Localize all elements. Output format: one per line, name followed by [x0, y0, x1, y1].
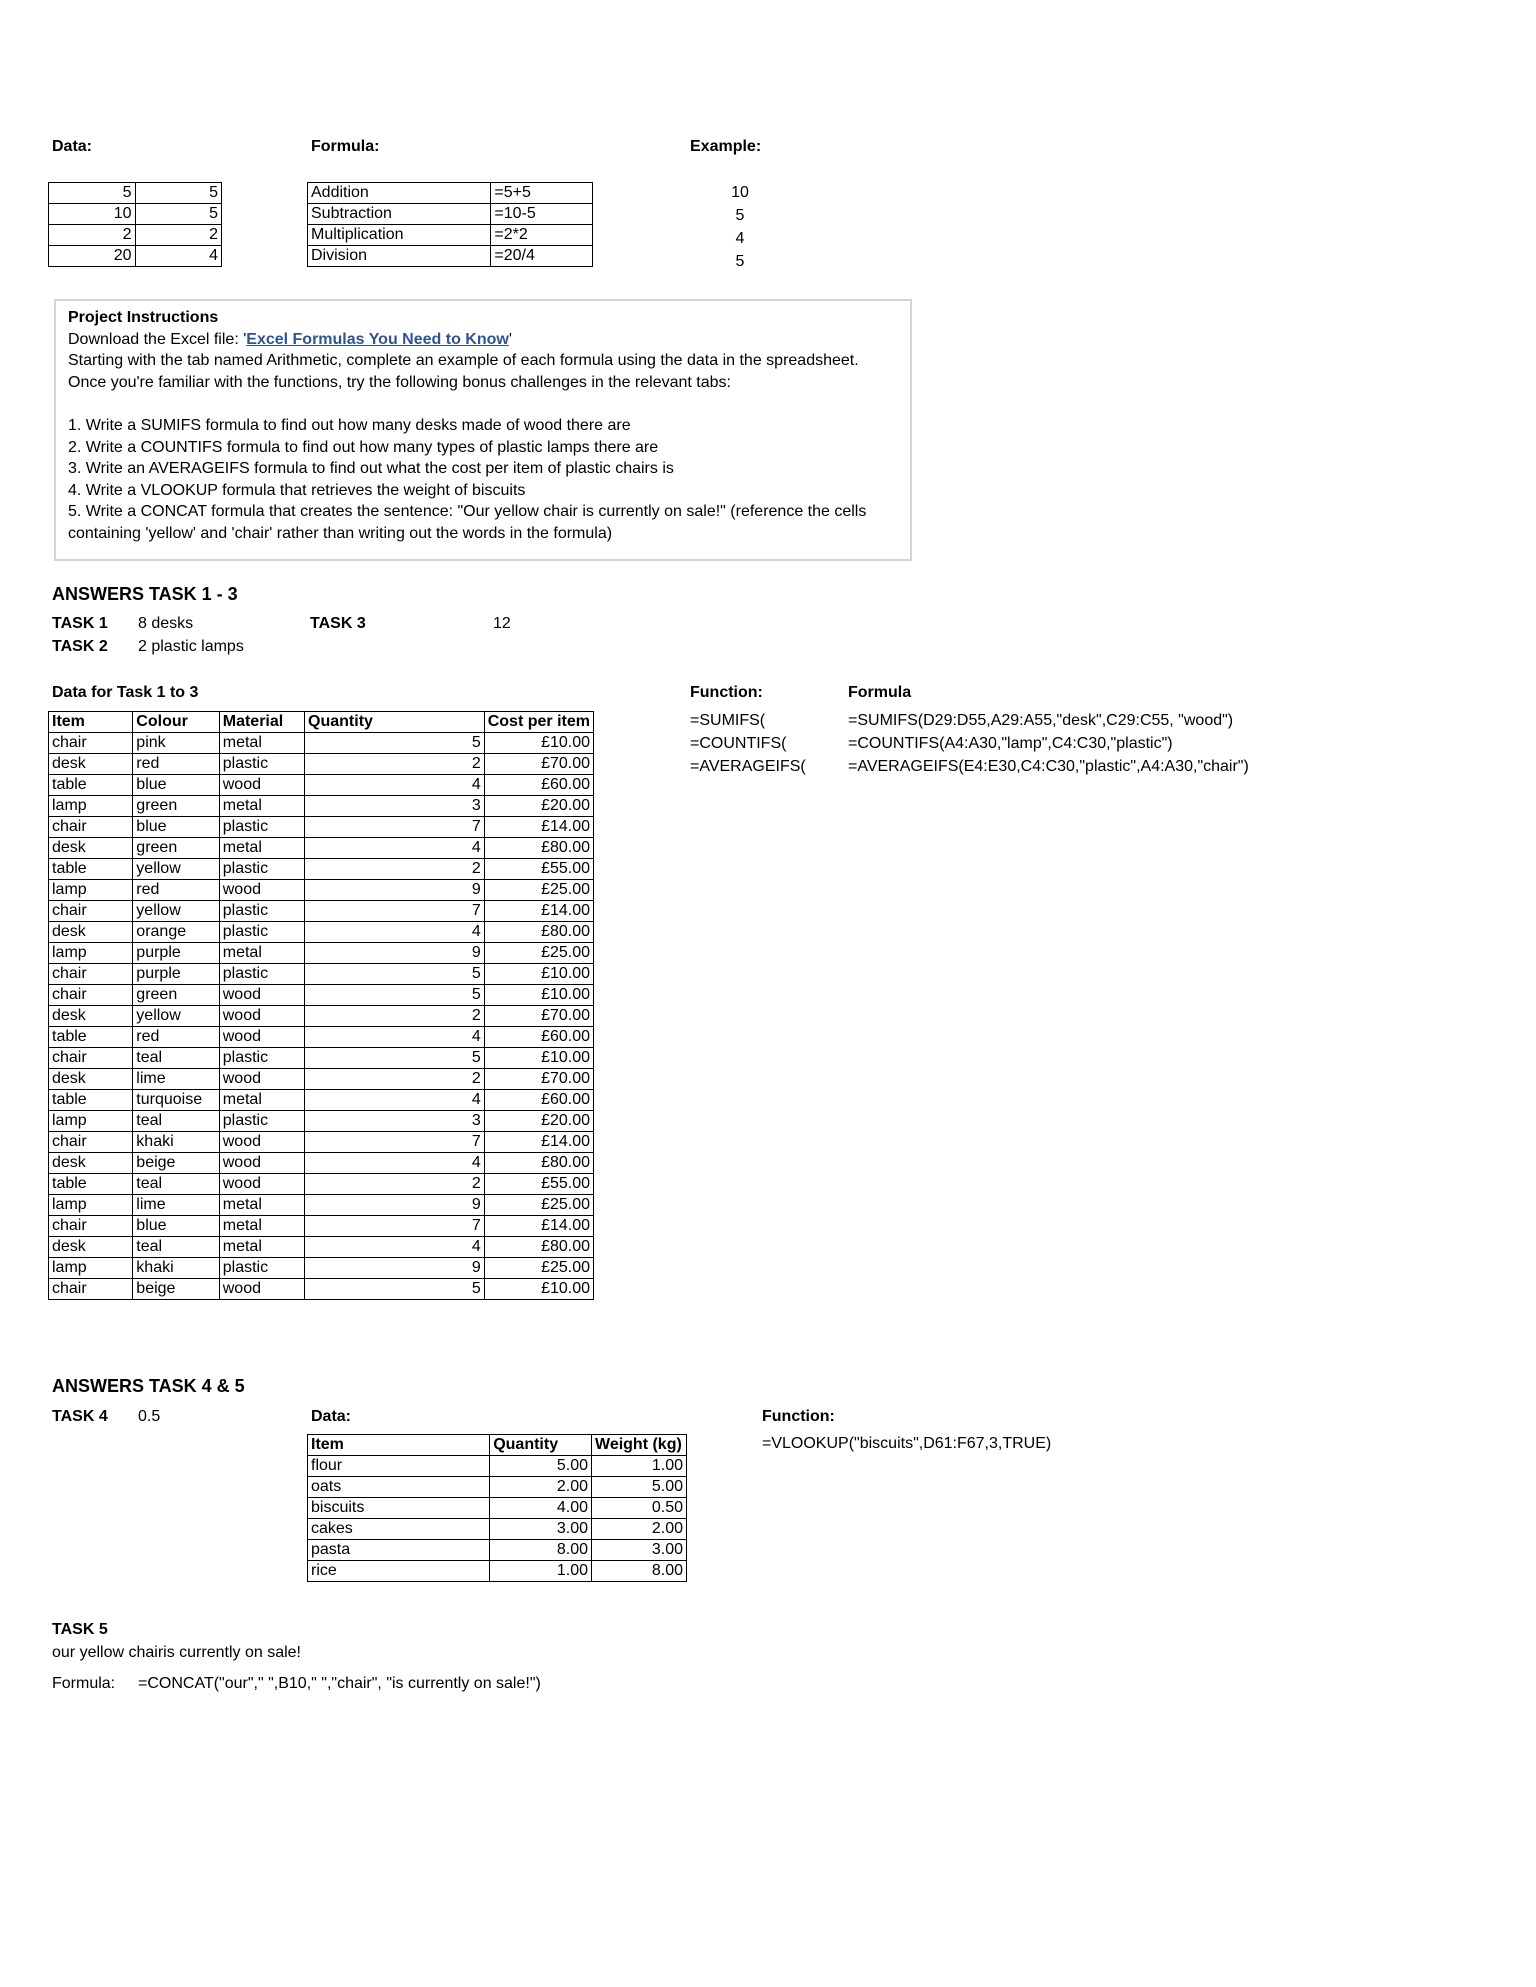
task3-label: TASK 3	[310, 615, 366, 632]
table-cell: green	[133, 985, 219, 1006]
answers-4-5-title: ANSWERS TASK 4 & 5	[52, 1376, 245, 1396]
table-cell: khaki	[133, 1258, 219, 1279]
table-cell: 8.00	[592, 1561, 687, 1582]
vlookup-formula: =VLOOKUP("biscuits",D61:F67,3,TRUE)	[762, 1435, 1052, 1452]
table-cell: pasta	[308, 1540, 490, 1561]
table-cell: red	[133, 1027, 219, 1048]
table-row	[308, 1519, 687, 1540]
table-row	[49, 943, 594, 964]
table-cell: 9	[305, 1195, 485, 1216]
table-row	[308, 1540, 687, 1561]
table-cell: pink	[133, 733, 219, 754]
function-heading: Function:	[690, 684, 763, 701]
table-cell: £10.00	[484, 1048, 593, 1069]
table-cell: chair	[49, 1132, 133, 1153]
table-cell: teal	[133, 1237, 219, 1258]
column-header: Material	[219, 712, 304, 733]
instruction-item: 2. Write a COUNTIFS formula to find out how many types of plastic lamps there are	[68, 438, 659, 456]
task2-label: TASK 2	[52, 638, 108, 655]
table-row	[49, 1258, 594, 1279]
table-cell: £55.00	[484, 1174, 593, 1195]
instructions-list	[68, 415, 898, 545]
function-formula: =AVERAGEIFS(E4:E30,C4:C30,"plastic",A4:A30,"chair")	[848, 758, 1249, 775]
example-value: 5	[735, 253, 745, 270]
table-cell: desk	[49, 754, 133, 775]
table-cell: 5	[305, 964, 485, 985]
table-header-row	[49, 712, 594, 733]
table-cell: table	[49, 775, 133, 796]
table-cell: blue	[133, 775, 219, 796]
table-row	[49, 246, 222, 267]
table-row	[49, 733, 594, 754]
example-value: 5	[735, 207, 745, 224]
table-cell: wood	[219, 1069, 304, 1090]
task5-label: TASK 5	[52, 1621, 108, 1638]
table-cell: £60.00	[484, 1027, 593, 1048]
table-cell: 5.00	[592, 1477, 687, 1498]
table-cell: oats	[308, 1477, 490, 1498]
table-cell: turquoise	[133, 1090, 219, 1111]
table-cell: wood	[219, 1153, 304, 1174]
table-cell: £70.00	[484, 1006, 593, 1027]
table-cell: plastic	[219, 817, 304, 838]
table-row	[308, 246, 593, 267]
table-cell: khaki	[133, 1132, 219, 1153]
table-cell: metal	[219, 733, 304, 754]
table-cell: wood	[219, 1174, 304, 1195]
table-header-row	[308, 1435, 687, 1456]
table-cell: 5.00	[490, 1456, 592, 1477]
table-cell: £60.00	[484, 775, 593, 796]
table-cell: desk	[49, 1069, 133, 1090]
table-cell: beige	[133, 1153, 219, 1174]
table-cell: plastic	[219, 1048, 304, 1069]
table-cell: plastic	[219, 922, 304, 943]
table-cell: £10.00	[484, 964, 593, 985]
instruction-item: 5. Write a CONCAT formula that creates the sentence: "Our yellow chair is currently on sale!" (reference the cells	[68, 503, 867, 521]
table-cell: 2	[305, 1006, 485, 1027]
table-cell: lamp	[49, 1111, 133, 1132]
table-cell: £60.00	[484, 1090, 593, 1111]
example-value: 10	[731, 184, 749, 201]
table-cell: red	[133, 754, 219, 775]
table-cell: £20.00	[484, 1111, 593, 1132]
task5-formula-label: Formula:	[52, 1675, 116, 1692]
table-cell: teal	[133, 1111, 219, 1132]
table-cell: 5	[305, 733, 485, 754]
table-cell: teal	[133, 1048, 219, 1069]
table-cell: 9	[305, 943, 485, 964]
table-cell: plastic	[219, 901, 304, 922]
table-cell: 4.00	[490, 1498, 592, 1519]
task4-data-heading: Data:	[311, 1408, 352, 1425]
function-name: =SUMIFS(	[690, 712, 766, 729]
table-cell: desk	[49, 1006, 133, 1027]
arith-data-table	[48, 182, 222, 267]
table-row	[308, 1456, 687, 1477]
table-row	[49, 817, 594, 838]
table-cell: biscuits	[308, 1498, 490, 1519]
table-cell: table	[49, 1027, 133, 1048]
table-cell: plastic	[219, 754, 304, 775]
table-cell: 2.00	[592, 1519, 687, 1540]
table-cell: 1.00	[490, 1561, 592, 1582]
instruction-item: 4. Write a VLOOKUP formula that retrieves the weight of biscuits	[68, 481, 526, 499]
table-cell: 5	[305, 1048, 485, 1069]
table-cell: red	[133, 880, 219, 901]
table-row	[49, 775, 594, 796]
table-row	[49, 922, 594, 943]
table-cell: 4	[305, 1027, 485, 1048]
table-cell: metal	[219, 1237, 304, 1258]
table-cell: 2	[305, 754, 485, 775]
table-row	[49, 1279, 594, 1300]
table-cell: orange	[133, 922, 219, 943]
table-cell: 7	[305, 1216, 485, 1237]
table-cell: 3	[305, 796, 485, 817]
column-header: Quantity	[305, 712, 485, 733]
task2-value: 2 plastic lamps	[138, 638, 244, 655]
table-cell: chair	[49, 1048, 133, 1069]
answers-1-3-title: ANSWERS TASK 1 - 3	[52, 584, 238, 604]
table-cell: 2	[305, 859, 485, 880]
table-row	[308, 204, 593, 225]
table-cell: £25.00	[484, 943, 593, 964]
table-row	[49, 1216, 594, 1237]
table-cell: £20.00	[484, 796, 593, 817]
table-cell: chair	[49, 733, 133, 754]
table-row	[308, 183, 593, 204]
table-cell: lime	[133, 1069, 219, 1090]
table-row	[49, 1153, 594, 1174]
arith-formula-table	[307, 182, 593, 267]
table-cell: £80.00	[484, 1237, 593, 1258]
table-cell: chair	[49, 1216, 133, 1237]
table-row	[49, 1237, 594, 1258]
table-row	[49, 1027, 594, 1048]
task5-sentence: our yellow chairis currently on sale!	[52, 1644, 301, 1661]
table-cell: 1.00	[592, 1456, 687, 1477]
table-cell: 7	[305, 817, 485, 838]
operation-formula: =5+5	[491, 183, 593, 204]
table-cell: 9	[305, 1258, 485, 1279]
operation-formula: =20/4	[491, 246, 593, 267]
table-row	[49, 880, 594, 901]
table-cell: £55.00	[484, 859, 593, 880]
table-cell: £14.00	[484, 817, 593, 838]
table-cell: 5	[49, 183, 136, 204]
operation-name: Division	[308, 246, 491, 267]
table-cell: £70.00	[484, 754, 593, 775]
table-cell: desk	[49, 1153, 133, 1174]
table-cell: 4	[305, 1090, 485, 1111]
table-cell: lamp	[49, 943, 133, 964]
table-cell: metal	[219, 1216, 304, 1237]
table-row	[49, 796, 594, 817]
table-row	[49, 1195, 594, 1216]
table-cell: 9	[305, 880, 485, 901]
table-cell: flour	[308, 1456, 490, 1477]
table-cell: chair	[49, 985, 133, 1006]
table-cell: metal	[219, 838, 304, 859]
table-row	[308, 1498, 687, 1519]
table-row	[49, 1174, 594, 1195]
table-cell: yellow	[133, 901, 219, 922]
table-cell: 5	[135, 183, 221, 204]
table-cell: £14.00	[484, 1216, 593, 1237]
table-row	[49, 1090, 594, 1111]
task4-value: 0.5	[138, 1408, 161, 1425]
task3-value: 12	[493, 615, 511, 632]
formula-heading: Formula:	[311, 138, 380, 155]
table-cell: 2	[49, 225, 136, 246]
instruction-item: 3. Write an AVERAGEIFS formula to find out what the cost per item of plastic chairs is	[68, 460, 674, 478]
table-cell: wood	[219, 1132, 304, 1153]
table-row	[49, 1132, 594, 1153]
table-row	[49, 1111, 594, 1132]
table-cell: £25.00	[484, 880, 593, 901]
table-row	[49, 859, 594, 880]
table-cell: 4	[305, 1153, 485, 1174]
table-row	[49, 183, 222, 204]
table-cell: blue	[133, 1216, 219, 1237]
project-instructions-box	[54, 299, 912, 561]
function-formula: =SUMIFS(D29:D55,A29:A55,"desk",C29:C55, "wood")	[848, 712, 1234, 729]
instructions-line-2: Starting with the tab named Arithmetic, complete an example of each formula using the data in the spreadsheet.	[68, 352, 859, 370]
table-cell: plastic	[219, 1258, 304, 1279]
table-cell: purple	[133, 943, 219, 964]
table-cell: metal	[219, 796, 304, 817]
table-cell: £14.00	[484, 1132, 593, 1153]
table-cell: 7	[305, 901, 485, 922]
table-row	[49, 985, 594, 1006]
table-cell: chair	[49, 901, 133, 922]
table-cell: 4	[305, 922, 485, 943]
items-table	[48, 711, 594, 1300]
table-cell: 2.00	[490, 1477, 592, 1498]
table-cell: 5	[305, 1279, 485, 1300]
column-header: Quantity	[490, 1435, 592, 1456]
function-name: =AVERAGEIFS(	[690, 758, 806, 775]
operation-formula: =10-5	[491, 204, 593, 225]
table-cell: green	[133, 838, 219, 859]
table-cell: 4	[135, 246, 221, 267]
table-row	[308, 1477, 687, 1498]
column-header: Cost per item	[484, 712, 593, 733]
instruction-item: 1. Write a SUMIFS formula to find out how many desks made of wood there are	[68, 416, 631, 434]
table-cell: wood	[219, 1027, 304, 1048]
table-cell: chair	[49, 1279, 133, 1300]
instructions-download-line: Download the Excel file: 'Excel Formulas You Need to Know'	[68, 330, 512, 348]
table-cell: 5	[135, 204, 221, 225]
table-cell: yellow	[133, 859, 219, 880]
table-cell: £25.00	[484, 1258, 593, 1279]
table-cell: metal	[219, 1090, 304, 1111]
table-cell: chair	[49, 964, 133, 985]
table-cell: yellow	[133, 1006, 219, 1027]
function-formula: =COUNTIFS(A4:A30,"lamp",C4:C30,"plastic")	[848, 735, 1173, 752]
task1-label: TASK 1	[52, 615, 108, 632]
table-cell: 3	[305, 1111, 485, 1132]
table-cell: table	[49, 1174, 133, 1195]
table-row	[49, 754, 594, 775]
table-row	[49, 1048, 594, 1069]
food-table	[307, 1434, 687, 1582]
table-cell: £10.00	[484, 985, 593, 1006]
table-cell: plastic	[219, 1111, 304, 1132]
table-cell: wood	[219, 1006, 304, 1027]
table-cell: cakes	[308, 1519, 490, 1540]
table-cell: 7	[305, 1132, 485, 1153]
operation-name: Subtraction	[308, 204, 491, 225]
table-cell: rice	[308, 1561, 490, 1582]
task4-label: TASK 4	[52, 1408, 108, 1425]
data-heading: Data:	[52, 138, 93, 155]
example-value: 4	[735, 230, 745, 247]
table-cell: £80.00	[484, 838, 593, 859]
instructions-line-3: Once you're familiar with the functions, try the following bonus challenges in the relevant tabs:	[68, 373, 731, 391]
table-cell: desk	[49, 922, 133, 943]
table-cell: wood	[219, 985, 304, 1006]
table-cell: £10.00	[484, 733, 593, 754]
table-cell: £80.00	[484, 1153, 593, 1174]
table-cell: purple	[133, 964, 219, 985]
task5-formula: =CONCAT("our"," ",B10," ","chair", "is currently on sale!")	[138, 1675, 541, 1692]
example-heading: Example:	[690, 138, 762, 155]
column-header: Item	[308, 1435, 490, 1456]
table-cell: wood	[219, 775, 304, 796]
table-cell: table	[49, 859, 133, 880]
table-row	[49, 225, 222, 246]
table-cell: desk	[49, 1237, 133, 1258]
column-header: Item	[49, 712, 133, 733]
table-cell: £80.00	[484, 922, 593, 943]
table-cell: blue	[133, 817, 219, 838]
table-cell: table	[49, 1090, 133, 1111]
formula-column-heading: Formula	[848, 684, 912, 701]
table-cell: beige	[133, 1279, 219, 1300]
table-cell: £25.00	[484, 1195, 593, 1216]
data-task-title: Data for Task 1 to 3	[52, 684, 199, 701]
table-cell: lamp	[49, 1195, 133, 1216]
operation-formula: =2*2	[491, 225, 593, 246]
table-cell: teal	[133, 1174, 219, 1195]
table-cell: 0.50	[592, 1498, 687, 1519]
table-row	[49, 838, 594, 859]
column-header: Weight (kg)	[592, 1435, 687, 1456]
table-cell: wood	[219, 1279, 304, 1300]
table-cell: desk	[49, 838, 133, 859]
table-row	[308, 225, 593, 246]
table-row	[49, 901, 594, 922]
table-cell: plastic	[219, 964, 304, 985]
column-header: Colour	[133, 712, 219, 733]
table-cell: green	[133, 796, 219, 817]
table-cell: 5	[305, 985, 485, 1006]
table-cell: 10	[49, 204, 136, 225]
table-cell: plastic	[219, 859, 304, 880]
table-cell: lamp	[49, 796, 133, 817]
table-cell: metal	[219, 1195, 304, 1216]
instruction-item: containing 'yellow' and 'chair' rather than writing out the words in the formula)	[68, 524, 613, 542]
table-cell: lamp	[49, 1258, 133, 1279]
table-cell: 4	[305, 775, 485, 796]
table-cell: 2	[305, 1174, 485, 1195]
table-cell: 4	[305, 838, 485, 859]
task4-function-heading: Function:	[762, 1408, 835, 1425]
operation-name: Addition	[308, 183, 491, 204]
table-cell: 4	[305, 1237, 485, 1258]
table-cell: wood	[219, 880, 304, 901]
instructions-title: Project Instructions	[68, 309, 219, 326]
table-cell: lamp	[49, 880, 133, 901]
table-cell: 8.00	[490, 1540, 592, 1561]
task1-value: 8 desks	[138, 615, 194, 632]
table-cell: £10.00	[484, 1279, 593, 1300]
table-cell: 2	[305, 1069, 485, 1090]
table-row	[49, 964, 594, 985]
table-row	[49, 1006, 594, 1027]
excel-file-link[interactable]: Excel Formulas You Need to Know	[246, 330, 509, 348]
table-cell: £70.00	[484, 1069, 593, 1090]
table-cell: 3.00	[490, 1519, 592, 1540]
table-cell: lime	[133, 1195, 219, 1216]
function-name: =COUNTIFS(	[690, 735, 787, 752]
table-cell: £14.00	[484, 901, 593, 922]
table-cell: 2	[135, 225, 221, 246]
table-row	[308, 1561, 687, 1582]
table-cell: 3.00	[592, 1540, 687, 1561]
table-row	[49, 1069, 594, 1090]
table-cell: 20	[49, 246, 136, 267]
table-cell: metal	[219, 943, 304, 964]
operation-name: Multiplication	[308, 225, 491, 246]
table-cell: chair	[49, 817, 133, 838]
table-row	[49, 204, 222, 225]
